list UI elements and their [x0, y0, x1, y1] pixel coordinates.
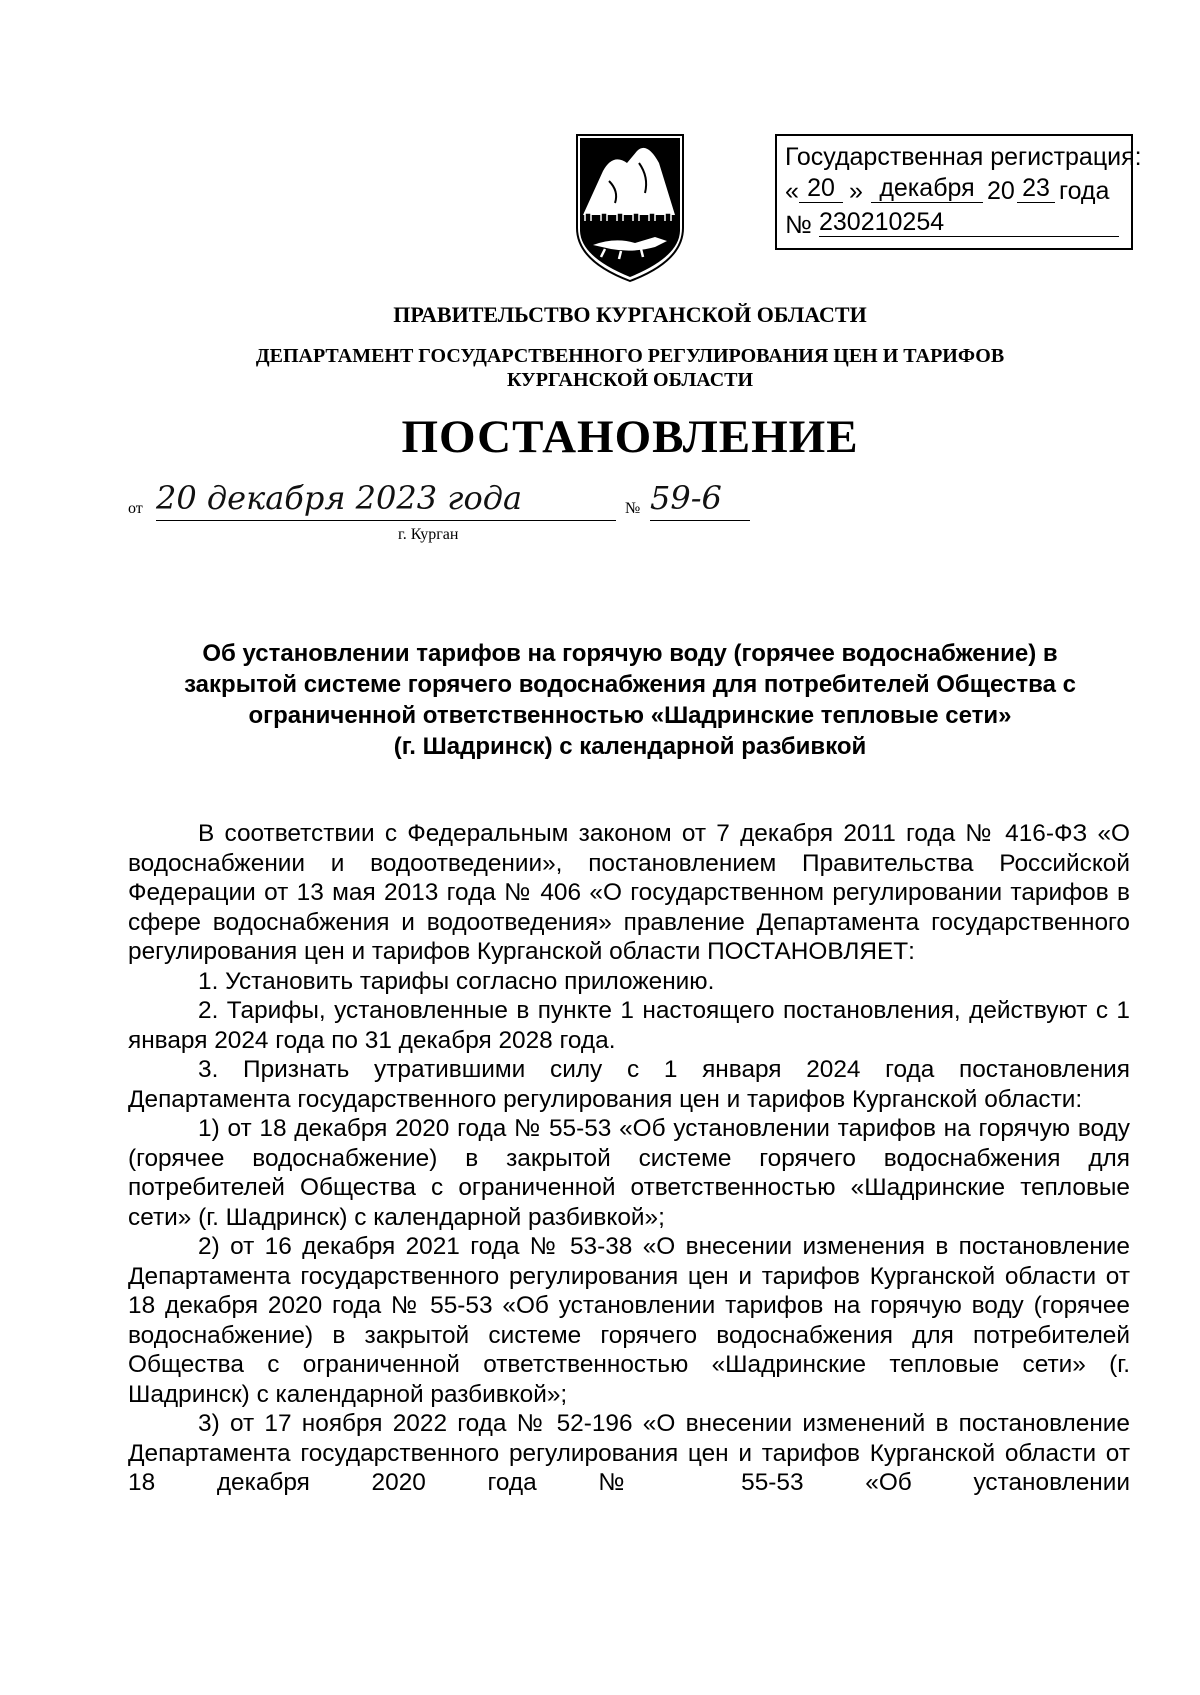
coat-of-arms-icon	[575, 133, 685, 283]
document-number-label: №	[625, 500, 641, 517]
subitem-3-paragraph: 3) от 17 ноября 2022 года № 52-196 «О внесении изменений в постановление Департамента государственного регулирования цен и тарифов Курганской области от 18 декабря 2020 года № 55-53 «Об установлении	[128, 1410, 1130, 1496]
date-from-label: от	[128, 500, 143, 517]
close-quote: »	[849, 177, 863, 205]
handwritten-date: 20 декабря 2023 года	[156, 478, 616, 521]
department-title	[0, 344, 1200, 392]
registration-year-suffix: 23	[1017, 174, 1055, 203]
subitem-2-paragraph: 2) от 16 декабря 2021 года № 53-38 «О внесении изменения в постановление Департамента государственного регулирования цен и тарифов Курганской области от 18 декабря 2020 года № 55-53 «Об установлении тарифов на горячую воду (горячее водоснабжение) в закрытой системе горячего водоснабжения для потребителей Общества с ограниченной ответственностью «Шадринские тепловые сети» (г. Шадринск) с календарной разбивкой»;	[128, 1233, 1130, 1408]
item-2-paragraph: 2. Тарифы, установленные в пункте 1 настоящего постановления, действуют с 1 января 2024 года по 31 декабря 2028 года.	[128, 997, 1130, 1054]
registration-number-row	[785, 208, 1131, 242]
item-3-paragraph: 3. Признать утратившими силу с 1 января 2024 года постановления Департамента государственного регулирования цен и тарифов Курганской области:	[128, 1056, 1130, 1113]
government-title: ПРАВИТЕЛЬСТВО КУРГАНСКОЙ ОБЛАСТИ	[393, 302, 867, 327]
subitem-1-paragraph: 1) от 18 декабря 2020 года № 55-53 «Об установлении тарифов на горячую воду (горячее водоснабжение) в закрытой системе горячего водоснабжения для потребителей Общества с ограниченной ответственностью «Шадринские тепловые сети» (г. Шадринск) с календарной разбивкой»;	[128, 1115, 1130, 1231]
registration-number: 230210254	[819, 208, 1119, 237]
subject-line: (г. Шадринск) с календарной разбивкой	[393, 733, 867, 760]
registration-date-row	[785, 174, 1131, 208]
date-line	[128, 478, 722, 543]
item-1-paragraph: 1. Установить тарифы согласно приложению.	[198, 967, 715, 995]
open-quote: «	[785, 177, 799, 205]
city-label: г. Курган	[398, 526, 459, 543]
document-subject	[130, 638, 1130, 762]
department-line-2: КУРГАНСКОЙ ОБЛАСТИ	[506, 369, 754, 391]
document-body	[128, 819, 1130, 1498]
registration-title: Государственная регистрация:	[785, 143, 1142, 171]
registration-number-label: №	[785, 211, 812, 239]
subject-line: ограниченной ответственностью «Шадринские тепловые сети»	[248, 702, 1012, 729]
registration-stamp	[775, 134, 1142, 250]
document-type-title: ПОСТАНОВЛЕНИЕ	[401, 411, 859, 463]
subject-line: закрытой системе горячего водоснабжения для потребителей Общества с	[184, 671, 1076, 698]
registration-month: декабря	[871, 174, 983, 203]
department-line-1: ДЕПАРТАМЕНТ ГОСУДАРСТВЕННОГО РЕГУЛИРОВАНИЯ ЦЕН И ТАРИФОВ	[255, 345, 1005, 367]
handwritten-number: 59-6	[650, 478, 750, 521]
registration-year-prefix: 20	[987, 177, 1015, 205]
registration-year-word: года	[1059, 177, 1110, 205]
subject-line: Об установлении тарифов на горячую воду (горячее водоснабжение) в	[202, 640, 1058, 667]
registration-day: 20	[799, 174, 843, 203]
preamble-paragraph: В соответствии с Федеральным законом от 7 декабря 2011 года № 416-ФЗ «О водоснабжении и водоотведении», постановлением Правительства Российской Федерации от 13 мая 2013 года № 406 «О государственном регулировании тарифов в сфере водоснабжения и водоотведения» правление Департамента государственного регулирования цен и тарифов Курганской области ПОСТАНОВЛЯЕТ:	[128, 820, 1130, 965]
